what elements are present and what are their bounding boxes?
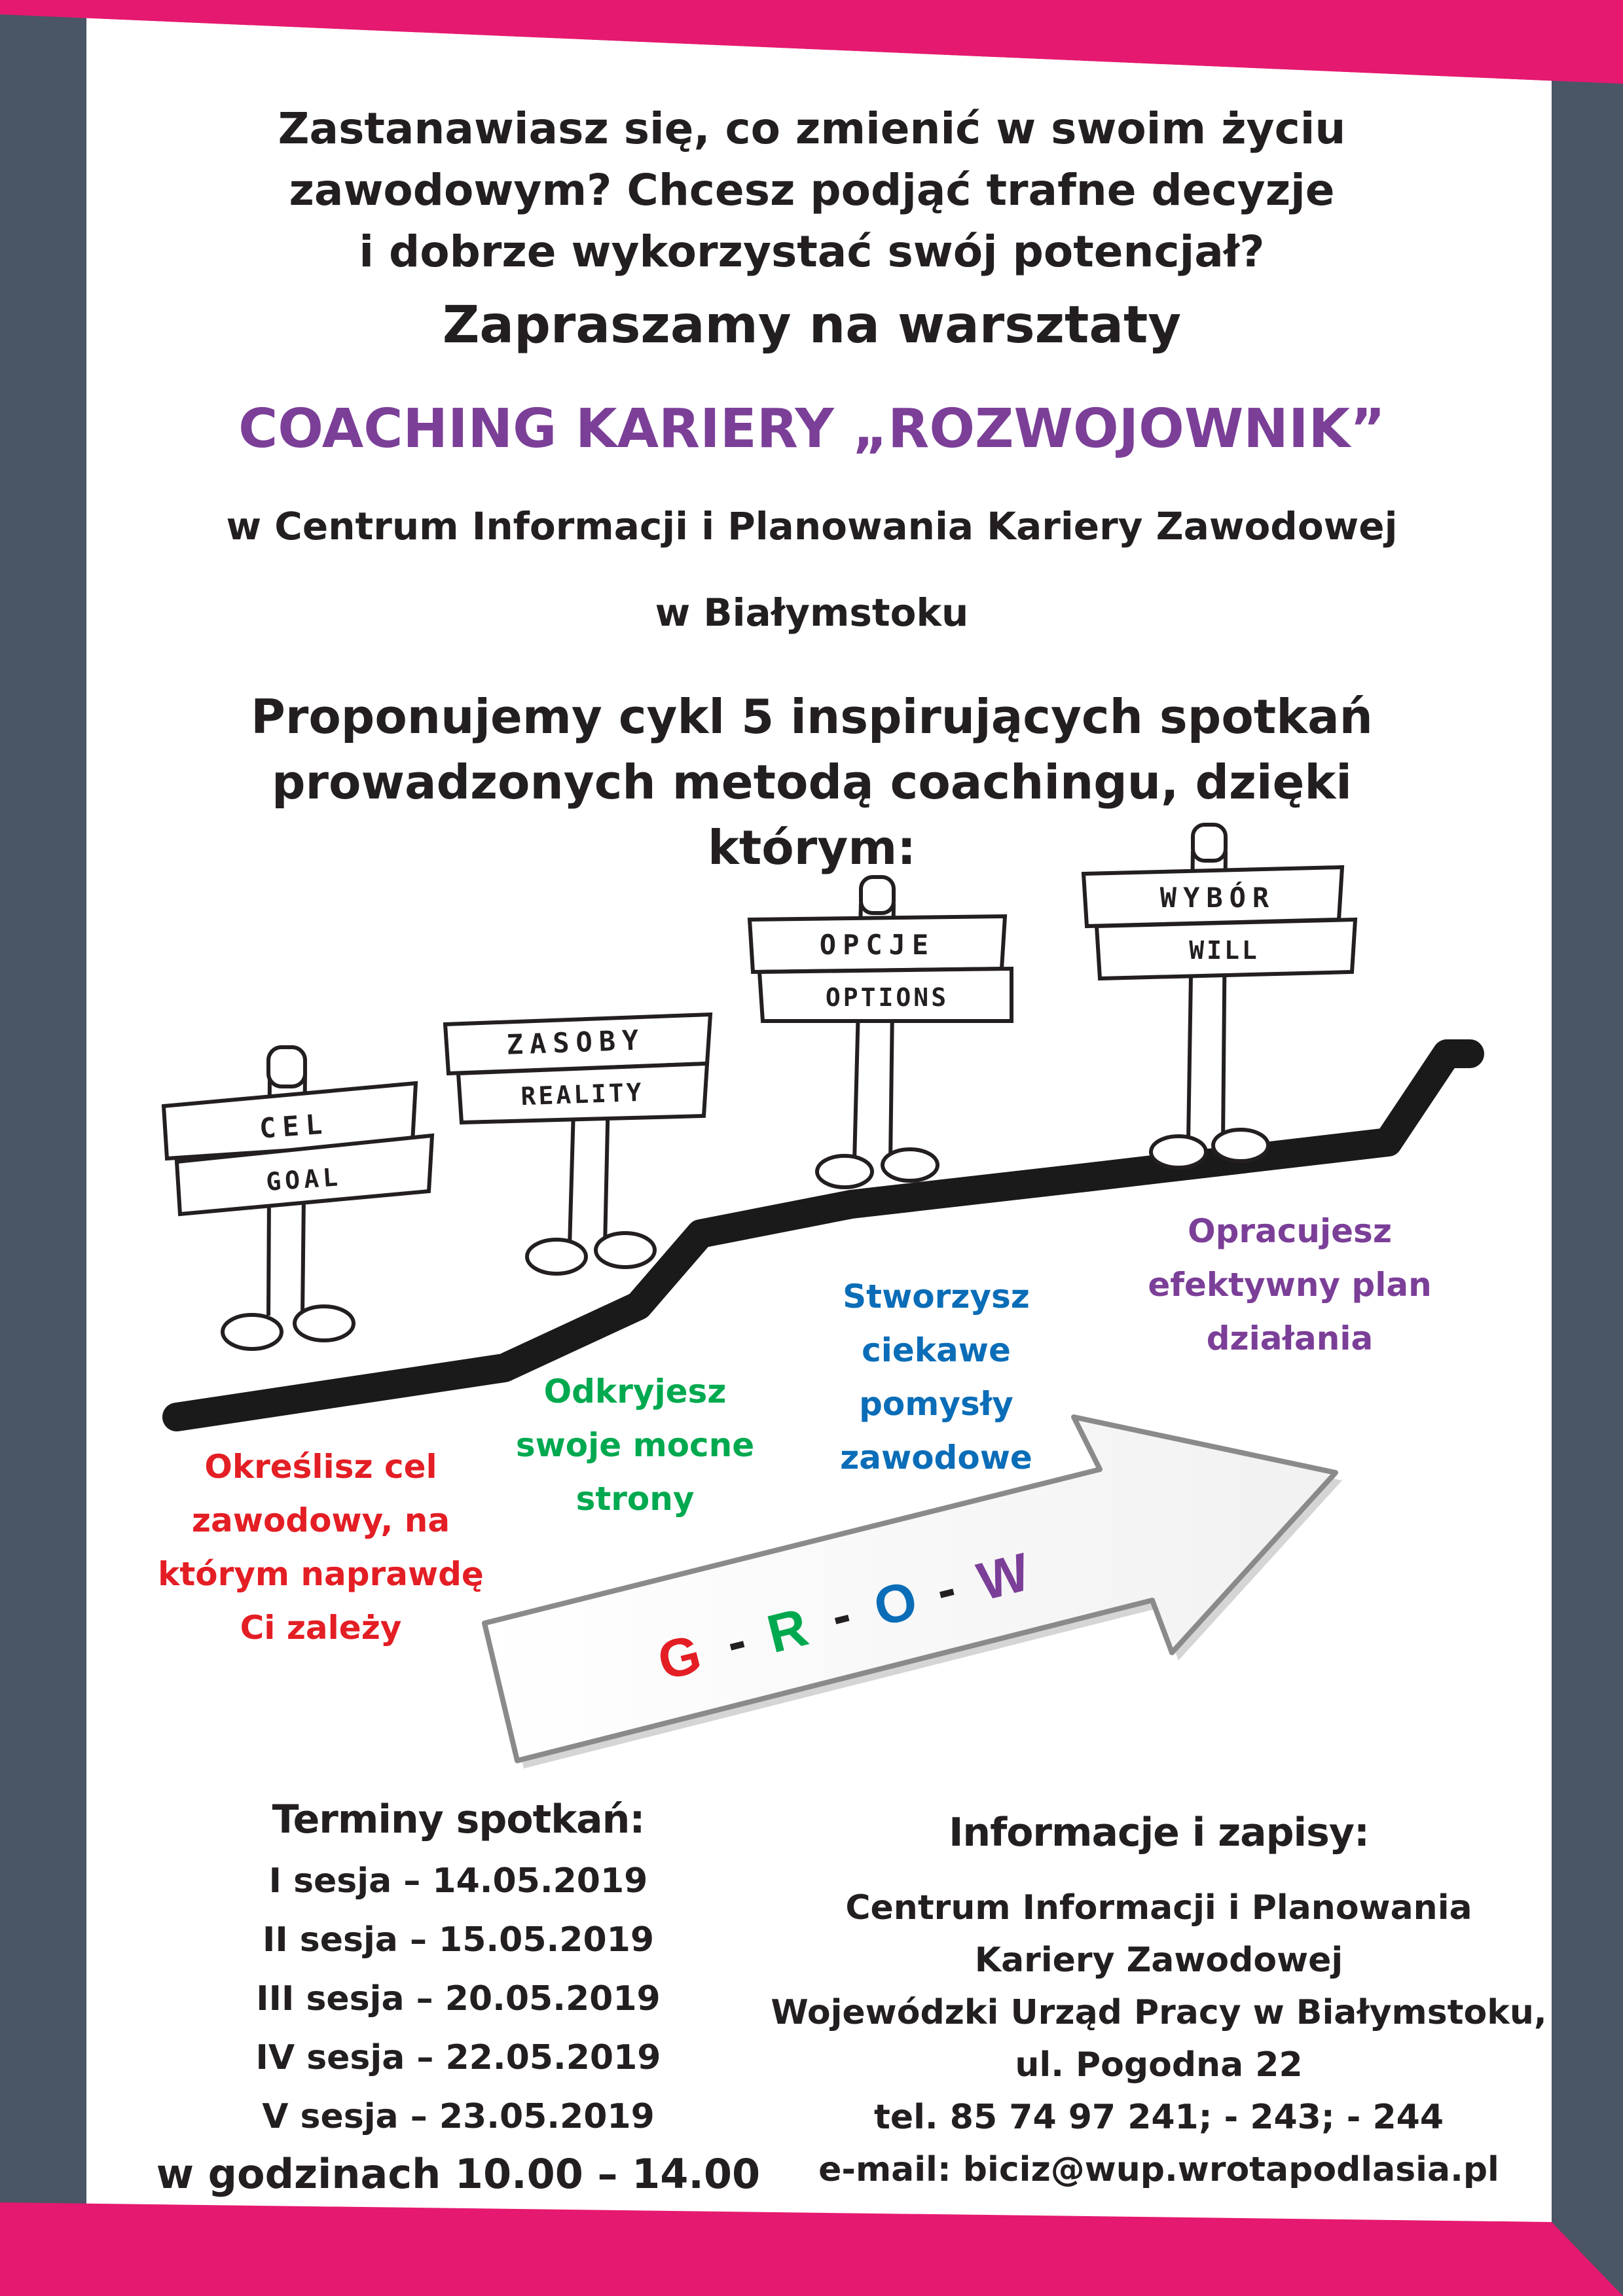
- schedule-block: [131, 1797, 786, 2198]
- workshop-title: COACHING KARIERY „ROZWOJOWNIK”: [238, 398, 1385, 460]
- center-name: w Centrum Informacji i Planowania Kariery Zawodowej: [226, 504, 1398, 548]
- contact-line: Centrum Informacji i Planowania: [845, 1888, 1472, 1928]
- session-date: I sesja – 14.05.2019: [268, 1861, 648, 1901]
- goal-line: pomysły: [859, 1385, 1013, 1423]
- signpost-zasoby-bottom-label: REALITY: [520, 1077, 645, 1111]
- goal-line: swoje mocne: [515, 1426, 755, 1464]
- proposal-line: Proponujemy cykl 5 inspirujących spotkań: [251, 689, 1373, 744]
- signpost-opcje-top-label: OPCJE: [819, 929, 936, 961]
- session-date: II sesja – 15.05.2019: [262, 1920, 655, 1960]
- signpost-cel: [164, 1047, 432, 1349]
- contact-phone: tel. 85 74 97 241; - 243; - 244: [873, 2098, 1444, 2137]
- goal-line: Ci zależy: [240, 1609, 402, 1647]
- invite-heading: Zapraszamy na warsztaty: [442, 296, 1182, 355]
- grow-separator: -: [825, 1584, 857, 1647]
- intro-line: zawodowym? Chcesz podjąć trafne decyzje: [289, 165, 1335, 215]
- goal-line: Określisz cel: [204, 1448, 437, 1486]
- goal-line: działania: [1206, 1319, 1374, 1357]
- signpost-cel-bottom-label: GOAL: [264, 1162, 343, 1197]
- goal-line: zawodowy, na: [191, 1501, 450, 1539]
- session-date: III sesja – 20.05.2019: [256, 1979, 661, 2018]
- contact-line: Wojewódzki Urząd Pracy w Białymstoku,: [771, 1993, 1547, 2032]
- goal-line: Opracujesz: [1188, 1212, 1392, 1250]
- grow-letter-g: G: [652, 1624, 707, 1692]
- signpost-wybor-bottom-label: WILL: [1189, 936, 1260, 965]
- signpost-wybor: [1084, 825, 1355, 1168]
- signpost-cel-top-label: CEL: [258, 1107, 330, 1145]
- signpost-wybor-top-label: WYBÓR: [1159, 882, 1276, 914]
- goal-line: którym naprawdę: [158, 1555, 484, 1593]
- contact-address: ul. Pogodna 22: [1015, 2045, 1303, 2085]
- grow-separator: -: [720, 1610, 752, 1673]
- signpost-opcje-bottom-label: OPTIONS: [825, 983, 949, 1012]
- contact-block: [753, 1810, 1565, 2196]
- signpost-zasoby-top-label: ZASOBY: [505, 1024, 646, 1061]
- contact-email: e-mail: biciz@wup.wrotapodlasia.pl: [818, 2150, 1499, 2189]
- city-name: w Białymstoku: [655, 590, 969, 635]
- goal-line: Odkryjesz: [543, 1372, 727, 1410]
- grow-letter-o: O: [867, 1570, 923, 1638]
- will-step-text: [1113, 1204, 1467, 1365]
- proposal-line: prowadzonych metodą coachingu, dzięki którym:: [272, 755, 1352, 875]
- contact-line: Kariery Zawodowej: [974, 1941, 1343, 1980]
- goal-step-text: [151, 1440, 491, 1655]
- schedule-heading: Terminy spotkań:: [272, 1797, 645, 1842]
- goal-line: strony: [575, 1480, 695, 1518]
- session-date: IV sesja – 22.05.2019: [255, 2038, 661, 2077]
- session-hours: w godzinach 10.00 – 14.00: [156, 2150, 761, 2198]
- intro-line: i dobrze wykorzystać swój potencjał?: [359, 226, 1265, 277]
- goal-line: zawodowe: [840, 1439, 1032, 1477]
- intro-line: Zastanawiasz się, co zmienić w swoim życiu: [278, 103, 1346, 154]
- signpost-opcje: [750, 877, 1012, 1187]
- options-step-text: [805, 1270, 1067, 1484]
- grow-separator: -: [930, 1558, 962, 1621]
- grow-letter-w: W: [972, 1542, 1036, 1613]
- grow-letter-r: R: [761, 1597, 814, 1665]
- reality-step-text: [491, 1365, 779, 1526]
- goal-line: efektywny plan: [1148, 1266, 1432, 1304]
- goal-line: Stworzysz: [843, 1278, 1030, 1316]
- session-date: V sesja – 23.05.2019: [262, 2097, 655, 2136]
- contact-heading: Informacje i zapisy:: [949, 1810, 1369, 1856]
- signpost-zasoby: [445, 1014, 710, 1274]
- goal-line: ciekawe: [862, 1331, 1011, 1369]
